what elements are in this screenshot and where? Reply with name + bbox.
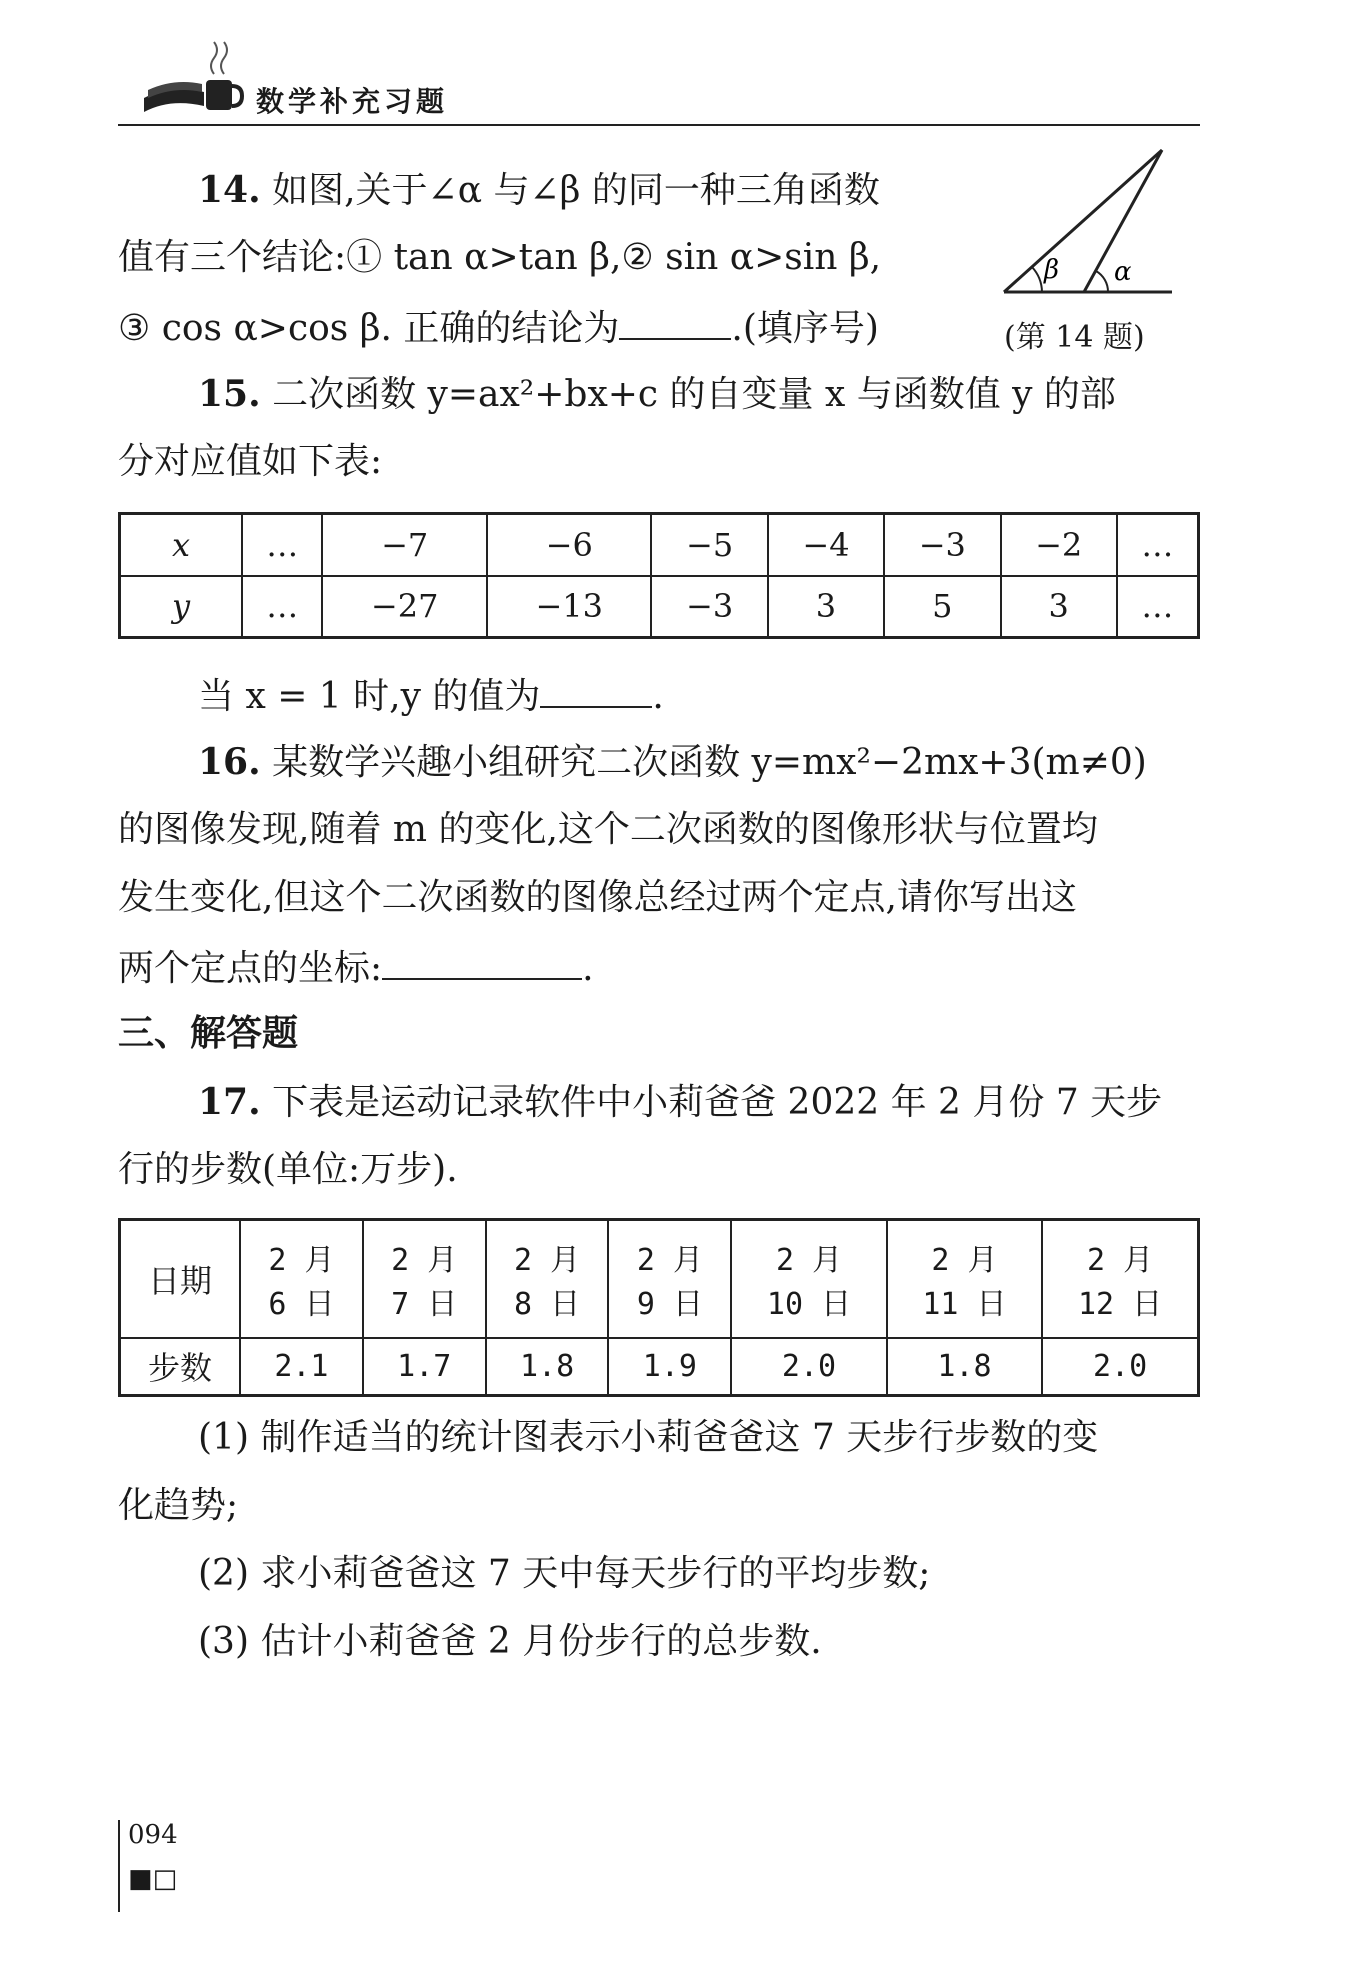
q17-sub2: (2) 求小莉爸爸这 7 天中每天步行的平均步数; [198,1553,931,1594]
date-day: 12 日 [1077,1286,1163,1322]
q15-after-text: 当 x = 1 时,y 的值为 [198,676,541,717]
table-row-y [120,576,1199,638]
q17-sub1-line1: (1) 制作适当的统计图表示小莉爸爸这 7 天步行步数的变 [198,1417,1099,1458]
table-row-x [120,514,1199,576]
q16-line2: 的图像发现,随着 m 的变化,这个二次函数的图像形状与位置均 [118,809,1098,850]
page-header [118,28,1200,126]
table-cell: 5 [884,576,1000,638]
date-month: 2 月 [391,1242,458,1278]
date-month: 2 月 [775,1242,843,1278]
table-cell: … [1117,514,1199,576]
date-month: 2 月 [931,1242,998,1278]
q17-sub1-line2: 化趋势; [118,1485,239,1526]
date-cell [887,1220,1042,1338]
q16-text-4a: 两个定点的坐标: [118,948,383,989]
table-cell: −7 [322,514,487,576]
y-header-cell: y [120,576,243,638]
table-cell: 3 [1001,576,1117,638]
q17-sub3: (3) 估计小莉爸爸 2 月份步行的总步数. [198,1621,822,1662]
q16-answer-blank[interactable] [382,944,582,980]
steps-cell: 1.8 [887,1338,1042,1396]
date-day: 9 日 [636,1286,703,1322]
table-cell: −3 [651,576,767,638]
table-cell: … [242,514,322,576]
section-heading: 三、解答题 [118,1013,299,1054]
date-month: 2 月 [514,1242,581,1278]
table-row-steps [120,1338,1199,1396]
q14-answer-blank[interactable] [619,304,731,340]
header-title: 数学补充习题 [256,85,449,118]
date-cell [240,1220,363,1338]
table-cell: … [1117,576,1199,638]
steps-cell: 1.9 [608,1338,731,1396]
date-day: 10 日 [766,1286,852,1322]
steps-cell: 2.1 [240,1338,363,1396]
date-day: 6 日 [268,1286,335,1322]
angle-alpha-label: α [1114,257,1132,287]
table-cell: −6 [487,514,652,576]
books-and-cup-icon [140,40,250,120]
date-month: 2 月 [1087,1242,1154,1278]
steps-cell: 1.8 [486,1338,609,1396]
date-cell [486,1220,609,1338]
q15-line1 [198,372,1288,417]
q15-line2: 分对应值如下表: [118,441,383,482]
table-cell: −13 [487,576,652,638]
table-cell: −3 [884,514,1000,576]
q14-text-3a: ③ cos α>cos β. 正确的结论为 [118,308,620,349]
date-cell [608,1220,731,1338]
page-footer [118,1820,178,1912]
q14-number: 14. [198,169,261,211]
steps-header-cell: 步数 [120,1338,241,1396]
page-number: 094 [128,1820,178,1850]
table-row-dates [120,1220,1199,1338]
q15-answer-blank[interactable] [540,672,652,708]
table-cell: −2 [1001,514,1117,576]
q17-text-1: 下表是运动记录软件中小莉爸爸 2022 年 2 月份 7 天步 [272,1082,1163,1123]
q15-value-table [118,512,1200,639]
date-month: 2 月 [636,1242,703,1278]
table-cell: −4 [768,514,884,576]
table-cell: 3 [768,576,884,638]
table-cell: −27 [322,576,487,638]
angle-beta-label: β [1044,255,1060,285]
q17-number: 17. [198,1081,261,1123]
date-day: 7 日 [391,1286,458,1322]
date-day: 8 日 [514,1286,581,1322]
table-cell: −5 [651,514,767,576]
q17-line2: 行的步数(单位:万步). [118,1149,458,1190]
q17-steps-table [118,1218,1200,1397]
q16-line3: 发生变化,但这个二次函数的图像总经过两个定点,请你写出这 [118,877,1077,918]
q15-number: 15. [198,373,261,415]
date-month: 2 月 [268,1242,335,1278]
q14-text-3b: .(填序号) [731,308,879,349]
q16-line1 [198,740,1288,785]
q14-triangle-figure [1000,140,1180,300]
date-cell [1042,1220,1198,1338]
date-cell [363,1220,486,1338]
q15-text-1: 二次函数 y=ax²+bx+c 的自变量 x 与函数值 y 的部 [272,374,1116,415]
q15-after-table [198,672,1288,719]
q16-text-4b: . [582,948,594,989]
steps-cell: 2.0 [1042,1338,1198,1396]
q15-after-end: . [652,676,664,717]
page-marker-boxes: ■□ [128,1864,178,1894]
date-day: 11 日 [922,1286,1007,1322]
steps-cell: 1.7 [363,1338,486,1396]
q16-text-1: 某数学兴趣小组研究二次函数 y=mx²−2mx+3(m≠0) [272,742,1147,783]
q14-text-1: 如图,关于∠α 与∠β 的同一种三角函数 [272,170,880,211]
steps-cell: 2.0 [731,1338,886,1396]
q14-line2: 值有三个结论:① tan α>tan β,② sin α>sin β, [118,237,882,278]
q16-line4 [118,944,1208,991]
x-header-cell: x [120,514,243,576]
q16-number: 16. [198,741,261,783]
date-cell [731,1220,886,1338]
q17-line1 [198,1080,1288,1125]
table-cell: … [242,576,322,638]
q14-figure-caption: (第 14 题) [1004,320,1145,355]
date-header-cell: 日期 [120,1220,241,1338]
